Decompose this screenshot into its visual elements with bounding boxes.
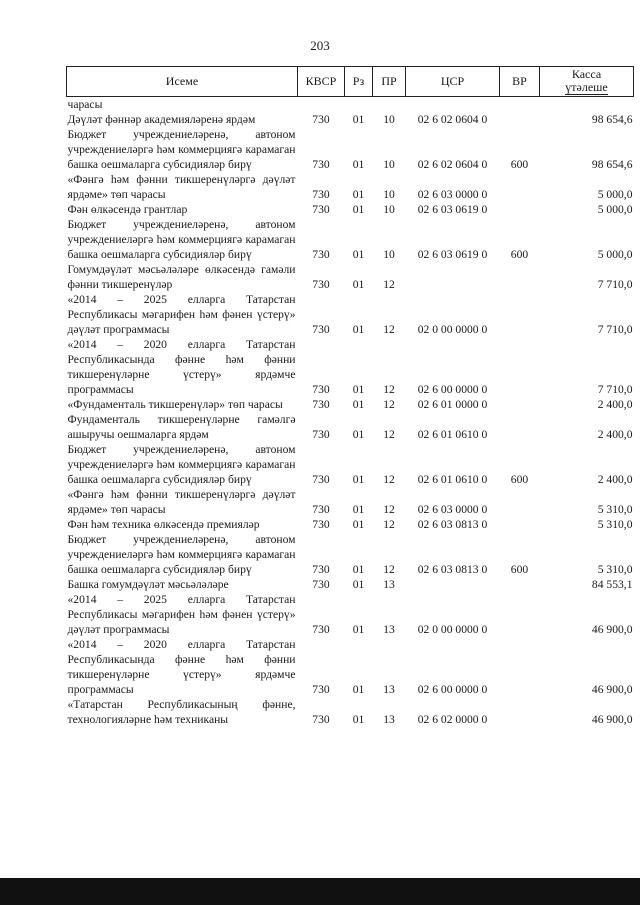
row-kvsr: 730	[312, 518, 330, 531]
table-row	[67, 637, 634, 697]
scan-bottom-edge	[0, 878, 640, 905]
row-rz: 01	[352, 158, 365, 171]
row-kvsr: 730	[312, 713, 330, 726]
row-vr	[500, 397, 540, 412]
row-pr: 13	[383, 578, 395, 591]
row-pr: 12	[383, 503, 395, 516]
column-header-csr: ЦСР	[406, 67, 500, 97]
table-row	[67, 127, 634, 172]
row-rz: 01	[352, 578, 365, 591]
table-body	[67, 97, 634, 728]
table-row	[67, 442, 634, 487]
row-amount: 46 900,0	[591, 623, 633, 636]
table-row	[67, 97, 634, 113]
row-name: Гомумдәүләт мәсьәләләре өлкәсендә гамәли фәнни тикшеренүләр	[67, 263, 296, 291]
table-row	[67, 577, 634, 592]
row-csr: 02 6 02 0604 0	[417, 158, 488, 171]
row-csr	[406, 577, 500, 592]
row-name: «2014 – 2020 елларга Татарстан Республикасында фәнне һәм фәнни тикшеренүләрне үстерү» ярдәмче программасы	[67, 638, 296, 696]
row-kvsr: 730	[312, 473, 330, 486]
row-amount: 98 654,6	[591, 158, 633, 171]
row-kvsr: 730	[312, 323, 330, 336]
row-name: Бюджет учреждениеләренә, автоном учреждениеләргә һәм коммерциягә карамаган башка оешмаларга субсидияләр бирү	[67, 533, 296, 576]
row-vr	[500, 637, 540, 697]
page-number: 203	[310, 38, 330, 53]
row-name: Бюджет учреждениеләренә, автоном учреждениеләргә һәм коммерциягә карамаган башка оешмаларга субсидияләр бирү	[67, 218, 296, 261]
row-amount	[540, 97, 634, 113]
row-kvsr: 730	[312, 203, 330, 216]
row-name: «Фәнгә һәм фәнни тикшеренүләргә дәүләт ярдәме» төп чарасы	[67, 173, 296, 201]
row-amount: 2 400,0	[597, 428, 633, 441]
row-vr	[500, 697, 540, 727]
row-csr: 02 6 01 0610 0	[417, 428, 488, 441]
row-vr	[500, 292, 540, 337]
row-rz	[345, 97, 373, 113]
kassa-header-line1: Касса	[571, 67, 602, 81]
row-rz: 01	[352, 383, 365, 396]
row-name: «2014 – 2025 елларга Татарстан Республикасы мәгарифен һәм фәнен үстерү» дәүләт программасы	[67, 293, 296, 336]
row-kvsr: 730	[312, 113, 330, 126]
row-vr	[500, 337, 540, 397]
table-row	[67, 592, 634, 637]
row-rz: 01	[352, 323, 365, 336]
row-pr: 12	[383, 278, 395, 291]
row-vr: 600	[510, 158, 529, 171]
table-row	[67, 697, 634, 727]
row-rz: 01	[352, 188, 365, 201]
row-name: «2014 – 2025 елларга Татарстан Республикасы мәгарифен һәм фәнен үстерү» дәүләт программасы	[67, 593, 296, 636]
column-header-pr: ПР	[373, 67, 406, 97]
row-amount: 5 000,0	[597, 248, 633, 261]
row-pr: 12	[383, 518, 395, 531]
row-amount: 5 310,0	[597, 518, 633, 531]
row-amount: 46 900,0	[591, 683, 633, 696]
row-vr: 600	[510, 563, 529, 576]
row-csr: 02 6 03 0813 0	[417, 563, 488, 576]
kassa-header-line2: үтәлеше	[565, 80, 608, 94]
row-rz: 01	[352, 203, 365, 216]
row-pr: 13	[383, 683, 395, 696]
row-pr: 10	[383, 113, 395, 126]
row-kvsr	[298, 97, 345, 113]
row-vr	[500, 262, 540, 292]
row-vr	[500, 412, 540, 442]
row-name: «Татарстан Республикасының фәнне, технологияләрне һәм техниканы	[67, 698, 296, 726]
row-name: Бюджет учреждениеләренә, автоном учреждениеләргә һәм коммерциягә карамаган башка оешмаларга субсидияләр бирү	[67, 128, 296, 171]
row-rz: 01	[352, 278, 365, 291]
row-vr	[500, 517, 540, 532]
row-kvsr: 730	[312, 158, 330, 171]
row-rz: 01	[352, 113, 365, 126]
row-pr: 12	[383, 428, 395, 441]
table-row	[67, 262, 634, 292]
row-csr: 02 6 03 0619 0	[417, 203, 488, 216]
row-csr: 02 0 00 0000 0	[417, 623, 488, 636]
column-header-rz: Рз	[345, 67, 373, 97]
row-amount: 2 400,0	[597, 473, 633, 486]
table-row	[67, 112, 634, 127]
row-rz: 01	[352, 248, 365, 261]
table-row	[67, 292, 634, 337]
row-rz: 01	[352, 563, 365, 576]
budget-table	[66, 66, 634, 727]
row-amount: 84 553,1	[591, 578, 633, 591]
row-pr: 10	[383, 188, 395, 201]
row-kvsr: 730	[312, 503, 330, 516]
row-kvsr: 730	[312, 383, 330, 396]
row-vr	[500, 112, 540, 127]
row-amount: 5 000,0	[597, 188, 633, 201]
table-row	[67, 412, 634, 442]
row-pr: 10	[383, 248, 395, 261]
row-pr: 12	[383, 473, 395, 486]
row-amount: 5 310,0	[597, 503, 633, 516]
row-pr: 12	[383, 323, 395, 336]
row-csr: 02 6 00 0000 0	[417, 383, 488, 396]
row-name: Фән өлкәсендә грантлар	[67, 203, 188, 216]
row-kvsr: 730	[312, 578, 330, 591]
table-row	[67, 337, 634, 397]
row-csr	[406, 262, 500, 292]
row-rz: 01	[352, 398, 365, 411]
row-amount: 46 900,0	[591, 713, 633, 726]
row-csr	[406, 97, 500, 113]
table-row	[67, 532, 634, 577]
row-pr	[373, 97, 406, 113]
row-pr: 10	[383, 158, 395, 171]
row-vr	[500, 202, 540, 217]
row-name: Фән һәм техника өлкәсендә премияләр	[67, 518, 260, 531]
row-csr: 02 6 03 0000 0	[417, 188, 488, 201]
row-csr: 02 6 03 0000 0	[417, 503, 488, 516]
row-kvsr: 730	[312, 398, 330, 411]
row-csr: 02 6 03 0619 0	[417, 248, 488, 261]
column-header-kvsr: КВСР	[298, 67, 345, 97]
row-pr: 12	[383, 563, 395, 576]
row-csr: 02 6 01 0000 0	[417, 398, 488, 411]
row-csr: 02 6 01 0610 0	[417, 473, 488, 486]
row-rz: 01	[352, 713, 365, 726]
row-pr: 10	[383, 203, 395, 216]
row-name: «Фундаменталь тикшеренүләр» төп чарасы	[67, 398, 283, 411]
row-pr: 12	[383, 398, 395, 411]
row-name: Башка гомумдәүләт мәсьәләләре	[67, 578, 229, 591]
row-rz: 01	[352, 428, 365, 441]
row-rz: 01	[352, 518, 365, 531]
row-vr: 600	[510, 473, 529, 486]
row-name: чарасы	[67, 98, 103, 111]
table-row	[67, 397, 634, 412]
row-name: «Фәнгә һәм фәнни тикшеренүләргә дәүләт ярдәме» төп чарасы	[67, 488, 296, 516]
table-header	[67, 67, 634, 97]
column-header-name: Исеме	[67, 67, 298, 97]
row-name: Фундаменталь тикшеренүләрне гамәлгә ашыручы оешмаларга ярдәм	[67, 413, 296, 441]
row-vr	[500, 172, 540, 202]
table-row	[67, 172, 634, 202]
row-amount: 5 310,0	[597, 563, 633, 576]
table-row	[67, 487, 634, 517]
row-pr: 12	[383, 383, 395, 396]
row-pr: 13	[383, 623, 395, 636]
row-rz: 01	[352, 473, 365, 486]
row-vr	[500, 97, 540, 113]
table-row	[67, 217, 634, 262]
row-vr	[500, 592, 540, 637]
row-csr: 02 6 02 0000 0	[417, 713, 488, 726]
table-row	[67, 202, 634, 217]
row-kvsr: 730	[312, 188, 330, 201]
row-kvsr: 730	[312, 248, 330, 261]
row-pr: 13	[383, 713, 395, 726]
row-kvsr: 730	[312, 623, 330, 636]
row-rz: 01	[352, 683, 365, 696]
row-csr: 02 0 00 0000 0	[417, 323, 488, 336]
row-amount: 98 654,6	[591, 113, 633, 126]
row-rz: 01	[352, 503, 365, 516]
column-header-kassa	[540, 67, 634, 97]
row-vr	[500, 577, 540, 592]
row-kvsr: 730	[312, 428, 330, 441]
row-amount: 7 710,0	[597, 323, 633, 336]
row-kvsr: 730	[312, 683, 330, 696]
table-row	[67, 517, 634, 532]
row-amount: 5 000,0	[597, 203, 633, 216]
row-csr: 02 6 02 0604 0	[417, 113, 488, 126]
row-kvsr: 730	[312, 563, 330, 576]
row-amount: 7 710,0	[597, 383, 633, 396]
row-csr: 02 6 03 0813 0	[417, 518, 488, 531]
row-kvsr: 730	[312, 278, 330, 291]
row-vr	[500, 487, 540, 517]
row-amount: 2 400,0	[597, 398, 633, 411]
row-name: «2014 – 2020 елларга Татарстан Республикасында фәнне һәм фәнни тикшеренүләрне үстерү» ярдәмче программасы	[67, 338, 296, 396]
row-rz: 01	[352, 623, 365, 636]
row-name: Бюджет учреждениеләренә, автоном учреждениеләргә һәм коммерциягә карамаган башка оешмаларга субсидияләр бирү	[67, 443, 296, 486]
row-vr: 600	[510, 248, 529, 261]
row-amount: 7 710,0	[597, 278, 633, 291]
column-header-vr: ВР	[500, 67, 540, 97]
row-name: Дәүләт фәннәр академияләренә ярдәм	[67, 113, 256, 126]
row-csr: 02 6 00 0000 0	[417, 683, 488, 696]
